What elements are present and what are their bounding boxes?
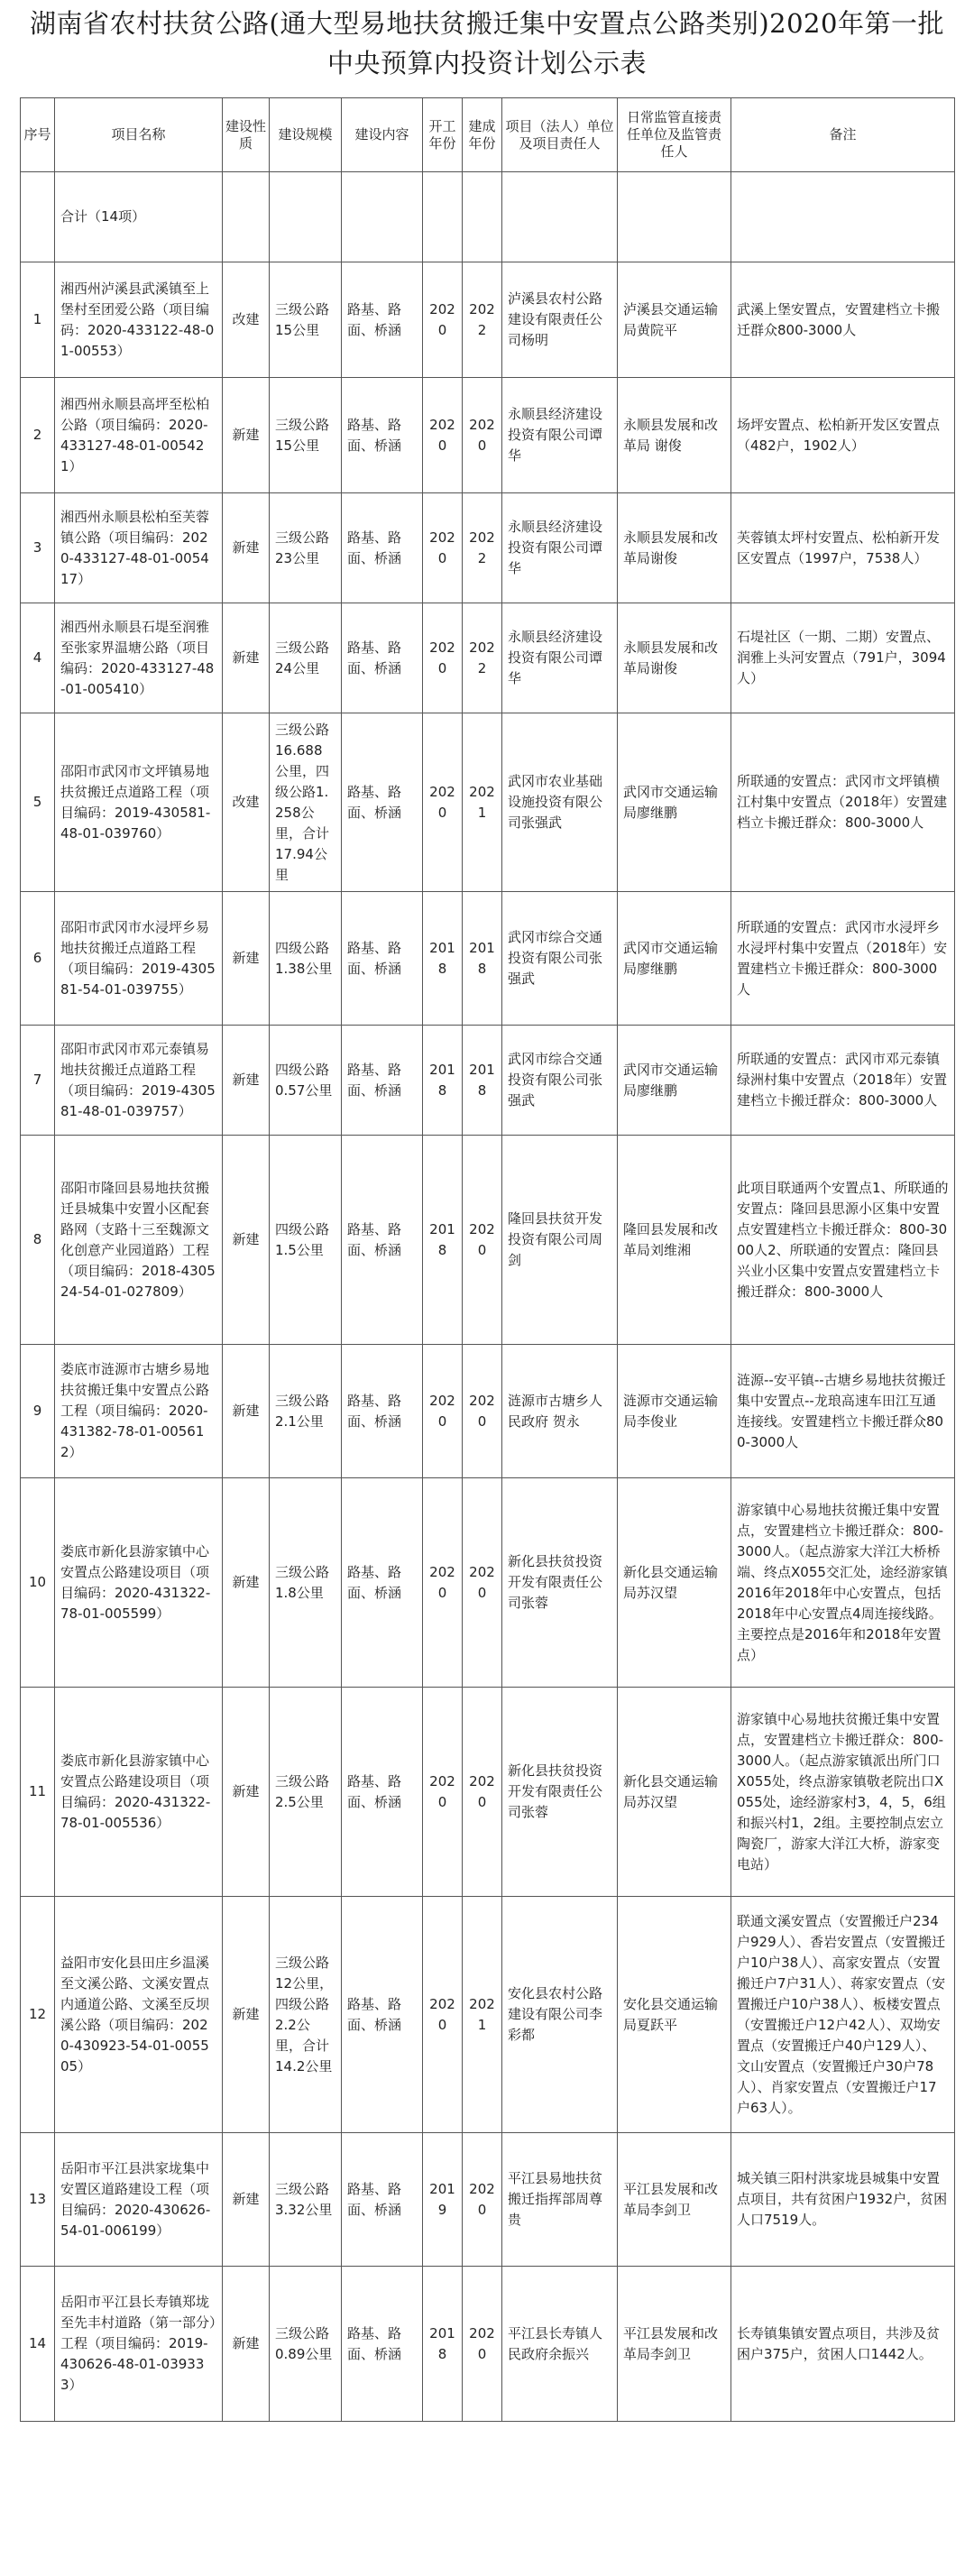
cell-seq: 12 [21,1897,55,2133]
cell-start-year: 2018 [423,1026,463,1136]
cell-content: 路基、路面、桥涵 [342,262,423,378]
cell-name: 岳阳市平江县洪家垅集中安置区道路建设工程（项目编码：2020-430626-54-01-006199） [55,2133,223,2267]
table-row [21,1136,955,1345]
cell-owner: 安化县农村公路建设有限公司李彩都 [502,1897,618,2133]
cell-start-year: 2020 [423,1688,463,1897]
cell-start-year: 2018 [423,892,463,1026]
cell-seq: 2 [21,378,55,493]
page-title: 湖南省农村扶贫公路(通大型易地扶贫搬迁集中安置点公路类别)2020年第一批中央预算内投资计划公示表 [30,8,944,78]
header-start-year: 开工年份 [423,98,463,172]
cell-end-year: 2021 [463,1897,502,2133]
cell-scale: 四级公路1.38公里 [270,892,342,1026]
cell-start-year: 2020 [423,1897,463,2133]
cell-end-year: 2020 [463,1345,502,1478]
table-row [21,1478,955,1688]
cell-supervisor: 新化县交通运输局苏汉望 [618,1478,731,1688]
cell-end-year: 2022 [463,262,502,378]
cell-scale: 三级公路15公里 [270,378,342,493]
cell-remark: 芙蓉镇太坪村安置点、松柏新开发区安置点（1997户，7538人） [731,493,955,603]
total-row [21,172,955,262]
header-supervisor: 日常监管直接责任单位及监管责任人 [618,98,731,172]
cell-nature: 新建 [223,2133,270,2267]
cell-scale: 三级公路16.688公里，四级公路1.258公里，合计17.94公里 [270,713,342,892]
cell-seq: 8 [21,1136,55,1345]
cell-content: 路基、路面、桥涵 [342,1897,423,2133]
cell-start-year: 2020 [423,493,463,603]
cell-nature: 新建 [223,493,270,603]
cell-remark: 游家镇中心易地扶贫搬迁集中安置点，安置建档立卡搬迁群众：800-3000人。（起点游家大洋江大桥桥端、终点X055交汇处，途经游家镇2016年2018年中心安置点，包括2018年中心安置点4周连接线路。主要控点是2016年和2018年安置点） [731,1478,955,1688]
cell-content: 路基、路面、桥涵 [342,892,423,1026]
cell-owner: 平江县长寿镇人民政府余振兴 [502,2267,618,2422]
cell-owner: 新化县扶贫投资开发有限责任公司张蓉 [502,1688,618,1897]
cell-start-year: 2020 [423,603,463,713]
cell-start-year: 2020 [423,1478,463,1688]
cell-owner: 泸溪县农村公路建设有限责任公司杨明 [502,262,618,378]
cell-end-year: 2021 [463,713,502,892]
cell-owner: 隆回县扶贫开发投资有限公司周剑 [502,1136,618,1345]
header-name: 项目名称 [55,98,223,172]
cell-seq: 1 [21,262,55,378]
table-row [21,2133,955,2267]
cell-start-year: 2020 [423,262,463,378]
cell-name: 娄底市新化县游家镇中心安置点公路建设项目（项目编码：2020-431322-78-01-005536） [55,1688,223,1897]
cell-end-year: 2018 [463,892,502,1026]
cell-nature: 新建 [223,378,270,493]
cell-supervisor: 武冈市交通运输局廖继鹏 [618,1026,731,1136]
cell-content: 路基、路面、桥涵 [342,713,423,892]
table-row [21,892,955,1026]
cell-content: 路基、路面、桥涵 [342,1136,423,1345]
cell-end-year: 2020 [463,1688,502,1897]
cell-supervisor: 永顺县发展和改革局谢俊 [618,603,731,713]
cell-remark: 所联通的安置点：武冈市水浸坪乡水浸坪村集中安置点（2018年）安置建档立卡搬迁群众：800-3000人 [731,892,955,1026]
cell-supervisor: 泸溪县交通运输局黄院平 [618,262,731,378]
cell-start-year: 2020 [423,1345,463,1478]
cell-remark: 场坪安置点、松柏新开发区安置点（482户，1902人） [731,378,955,493]
cell-supervisor: 隆回县发展和改革局刘维湘 [618,1136,731,1345]
cell-scale: 三级公路24公里 [270,603,342,713]
cell-end-year: 2022 [463,493,502,603]
cell-start-year: 2020 [423,378,463,493]
cell-end-year: 2020 [463,1136,502,1345]
cell-scale: 三级公路3.32公里 [270,2133,342,2267]
cell-nature: 改建 [223,713,270,892]
cell-nature: 新建 [223,1345,270,1478]
cell-scale: 三级公路0.89公里 [270,2267,342,2422]
cell-supervisor: 武冈市交通运输局廖继鹏 [618,713,731,892]
cell-content: 路基、路面、桥涵 [342,1026,423,1136]
cell-supervisor: 安化县交通运输局夏跃平 [618,1897,731,2133]
cell-seq: 4 [21,603,55,713]
cell-remark: 联通文溪安置点（安置搬迁户234户929人）、香岩安置点（安置搬迁户10户38人）、高家安置点（安置搬迁户7户31人）、蒋家安置点（安置搬迁户10户38人）、板楼安置点（安置搬迁户12户42人）、双坳安置点（安置搬迁户40户129人）、文山安置点（安置搬迁户30户78人）、肖家安置点（安置搬迁户17户63人）。 [731,1897,955,2133]
cell-name: 邵阳市武冈市邓元泰镇易地扶贫搬迁点道路工程（项目编码：2019-430581-48-01-039757） [55,1026,223,1136]
cell-name: 娄底市新化县游家镇中心安置点公路建设项目（项目编码：2020-431322-78-01-005599） [55,1478,223,1688]
cell-scale: 三级公路2.5公里 [270,1688,342,1897]
table-row [21,1897,955,2133]
table-row [21,603,955,713]
cell-name: 邵阳市武冈市水浸坪乡易地扶贫搬迁点道路工程（项目编码：2019-430581-54-01-039755） [55,892,223,1026]
cell-nature: 新建 [223,2267,270,2422]
table-row [21,262,955,378]
cell-nature: 新建 [223,1136,270,1345]
cell-owner: 永顺县经济建设投资有限公司谭华 [502,493,618,603]
table-header-row [21,98,955,172]
cell-nature: 新建 [223,892,270,1026]
table-row [21,1026,955,1136]
cell-name: 湘西州永顺县高坪至松柏公路（项目编码：2020-433127-48-01-005421） [55,378,223,493]
cell-scale: 四级公路0.57公里 [270,1026,342,1136]
cell-content: 路基、路面、桥涵 [342,493,423,603]
cell-seq: 9 [21,1345,55,1478]
cell-remark: 武溪上堡安置点，安置建档立卡搬迁群众800-3000人 [731,262,955,378]
cell-content: 路基、路面、桥涵 [342,1688,423,1897]
header-remark: 备注 [731,98,955,172]
cell-supervisor: 武冈市交通运输局廖继鹏 [618,892,731,1026]
cell-seq: 13 [21,2133,55,2267]
cell-scale: 三级公路2.1公里 [270,1345,342,1478]
cell-remark: 此项目联通两个安置点1、所联通的安置点：隆回县思源小区集中安置点安置建档立卡搬迁群众：800-3000人2、所联通的安置点：隆回县兴业小区集中安置点安置建档立卡搬迁群众：800-3000人 [731,1136,955,1345]
cell-owner: 涟源市古塘乡人民政府 贺永 [502,1345,618,1478]
cell-remark: 石堤社区（一期、二期）安置点、润雅上头河安置点（791户，3094人） [731,603,955,713]
cell-nature: 改建 [223,262,270,378]
table-row [21,493,955,603]
cell-remark: 所联通的安置点：武冈市邓元泰镇绿洲村集中安置点（2018年）安置建档立卡搬迁群众：800-3000人 [731,1026,955,1136]
cell-end-year: 2020 [463,2267,502,2422]
header-owner: 项目（法人）单位及项目责任人 [502,98,618,172]
header-nature: 建设性质 [223,98,270,172]
cell-start-year: 2020 [423,713,463,892]
cell-content: 路基、路面、桥涵 [342,603,423,713]
table-row [21,713,955,892]
cell-end-year: 2022 [463,603,502,713]
cell-scale: 三级公路15公里 [270,262,342,378]
cell-end-year: 2018 [463,1026,502,1136]
cell-supervisor: 涟源市交通运输局李俊业 [618,1345,731,1478]
cell-supervisor: 平江县发展和改革局李剑卫 [618,2267,731,2422]
total-label: 合计（14项） [55,172,223,262]
cell-end-year: 2020 [463,2133,502,2267]
cell-scale: 三级公路23公里 [270,493,342,603]
cell-start-year: 2018 [423,2267,463,2422]
table-row [21,2267,955,2422]
cell-scale: 三级公路12公里，四级公路2.2公里，合计14.2公里 [270,1897,342,2133]
cell-nature: 新建 [223,1897,270,2133]
cell-seq: 3 [21,493,55,603]
cell-remark: 游家镇中心易地扶贫搬迁集中安置点，安置建档立卡搬迁群众：800-3000人。（起点游家镇派出所门口X055处，终点游家镇敬老院出口X055处，途经游家村3，4，5，6组和振兴村1，2组。主要控制点宏立陶瓷厂，游家大洋江大桥，游家变电站） [731,1688,955,1897]
cell-seq: 6 [21,892,55,1026]
cell-name: 邵阳市武冈市文坪镇易地扶贫搬迁点道路工程（项目编码：2019-430581-48-01-039760） [55,713,223,892]
cell-owner: 武冈市综合交通投资有限公司张强武 [502,892,618,1026]
cell-remark: 所联通的安置点：武冈市文坪镇横江村集中安置点（2018年）安置建档立卡搬迁群众：800-3000人 [731,713,955,892]
header-end-year: 建成年份 [463,98,502,172]
cell-name: 湘西州永顺县石堤至润雅至张家界温塘公路（项目编码：2020-433127-48-01-005410） [55,603,223,713]
table-row [21,378,955,493]
cell-owner: 武冈市农业基础设施投资有限公司张强武 [502,713,618,892]
cell-remark: 长寿镇集镇安置点项目，共涉及贫困户375户，贫困人口1442人。 [731,2267,955,2422]
cell-seq: 11 [21,1688,55,1897]
cell-owner: 新化县扶贫投资开发有限责任公司张蓉 [502,1478,618,1688]
cell-name: 湘西州泸溪县武溪镇至上堡村至团爱公路（项目编码：2020-433122-48-01-00553） [55,262,223,378]
header-scale: 建设规模 [270,98,342,172]
cell-supervisor: 永顺县发展和改革局 谢俊 [618,378,731,493]
cell-content: 路基、路面、桥涵 [342,2133,423,2267]
cell-seq: 14 [21,2267,55,2422]
cell-content: 路基、路面、桥涵 [342,378,423,493]
header-seq: 序号 [21,98,55,172]
table-row [21,1688,955,1897]
cell-supervisor: 平江县发展和改革局李剑卫 [618,2133,731,2267]
cell-name: 娄底市涟源市古塘乡易地扶贫搬迁集中安置点公路工程（项目编码：2020-431382-78-01-005612） [55,1345,223,1478]
cell-scale: 三级公路1.8公里 [270,1478,342,1688]
cell-nature: 新建 [223,1026,270,1136]
cell-nature: 新建 [223,1688,270,1897]
cell-owner: 永顺县经济建设投资有限公司谭华 [502,603,618,713]
cell-end-year: 2020 [463,1478,502,1688]
cell-remark: 城关镇三阳村洪家垅县城集中安置点项目，共有贫困户1932户，贫困人口7519人。 [731,2133,955,2267]
cell-supervisor: 永顺县发展和改革局谢俊 [618,493,731,603]
cell-name: 湘西州永顺县松柏至芙蓉镇公路（项目编码：2020-433127-48-01-005417） [55,493,223,603]
cell-remark: 涟源--安平镇--古塘乡易地扶贫搬迁集中安置点--龙琅高速车田江互通连接线。安置建档立卡搬迁群众800-3000人 [731,1345,955,1478]
cell-seq: 10 [21,1478,55,1688]
header-content: 建设内容 [342,98,423,172]
cell-seq: 7 [21,1026,55,1136]
cell-owner: 平江县易地扶贫搬迁指挥部周尊贵 [502,2133,618,2267]
cell-scale: 四级公路1.5公里 [270,1136,342,1345]
cell-seq: 5 [21,713,55,892]
table-row [21,1345,955,1478]
cell-end-year: 2020 [463,378,502,493]
cell-owner: 永顺县经济建设投资有限公司谭华 [502,378,618,493]
cell-nature: 新建 [223,603,270,713]
cell-supervisor: 新化县交通运输局苏汉望 [618,1688,731,1897]
cell-start-year: 2019 [423,2133,463,2267]
cell-start-year: 2018 [423,1136,463,1345]
cell-name: 岳阳市平江县长寿镇郑垅至先丰村道路（第一部分）工程（项目编码：2019-430626-48-01-039333） [55,2267,223,2422]
cell-content: 路基、路面、桥涵 [342,1478,423,1688]
cell-name: 益阳市安化县田庄乡温溪至文溪公路、文溪安置点内通道公路、文溪至反坝溪公路（项目编码：2020-430923-54-01-005505） [55,1897,223,2133]
cell-nature: 新建 [223,1478,270,1688]
cell-content: 路基、路面、桥涵 [342,2267,423,2422]
investment-plan-table [20,97,955,2422]
cell-content: 路基、路面、桥涵 [342,1345,423,1478]
cell-owner: 武冈市综合交通投资有限公司张强武 [502,1026,618,1136]
cell-name: 邵阳市隆回县易地扶贫搬迁县城集中安置小区配套路网（支路十三至魏源文化创意产业园道路）工程（项目编码：2018-430524-54-01-027809） [55,1136,223,1345]
